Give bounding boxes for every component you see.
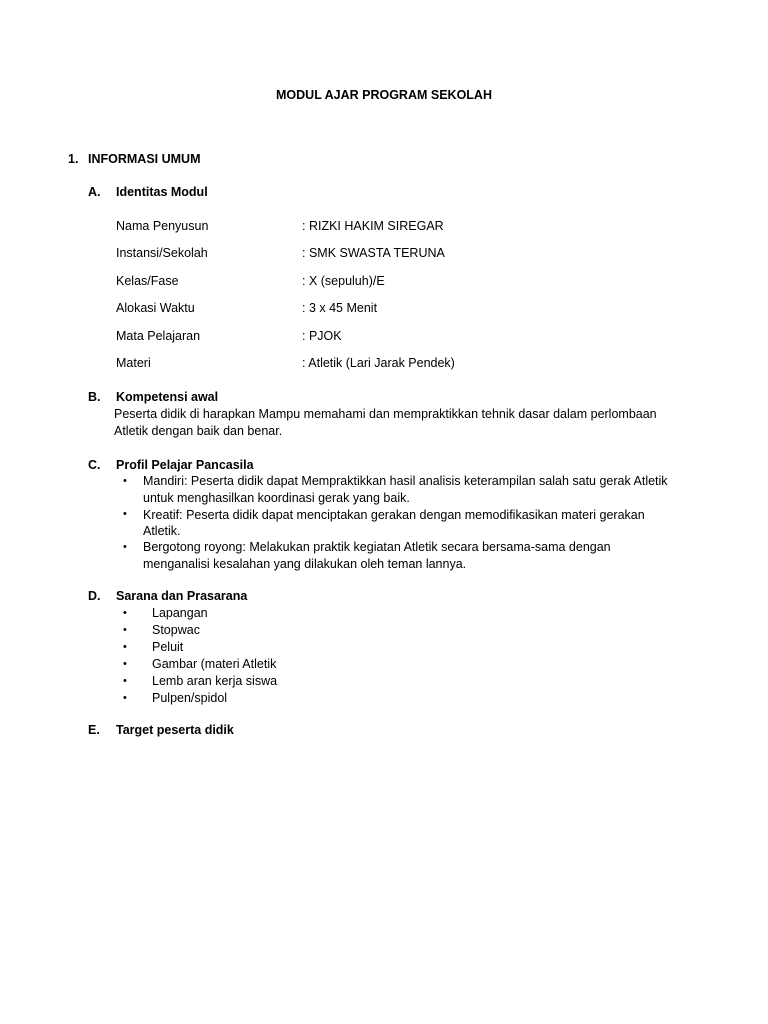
identity-value-nama-penyusun: : RIZKI HAKIM SIREGAR: [302, 219, 444, 233]
subsection-heading-profil-pelajar: Profil Pelajar Pancasila: [116, 458, 254, 472]
subsection-letter-a: A.: [88, 185, 101, 199]
sarana-item: Lapangan: [152, 606, 208, 620]
profil-item-kreatif-cont: Atletik.: [143, 524, 181, 538]
identity-label-mata-pelajaran: Mata Pelajaran: [116, 329, 201, 343]
identity-label-instansi: Instansi/Sekolah: [116, 246, 208, 260]
sarana-item: Pulpen/spidol: [152, 691, 228, 705]
subsection-letter-d: D.: [88, 589, 101, 603]
bullet-icon: •: [123, 641, 127, 653]
bullet-icon: •: [123, 508, 127, 520]
identity-label-nama-penyusun: Nama Penyusun: [116, 219, 209, 233]
profil-item-kreatif: Kreatif: Peserta didik dapat menciptakan gerakan dengan memodifikasikan materi gerakan: [143, 508, 645, 522]
identity-label-alokasi: Alokasi Waktu: [116, 301, 195, 315]
bullet-icon: •: [123, 475, 127, 487]
sarana-item: Lemb aran kerja siswa: [152, 674, 278, 688]
profil-item-mandiri-cont: untuk menghasilkan koordinasi gerak yang baik.: [143, 491, 410, 505]
identity-value-alokasi: : 3 x 45 Menit: [302, 301, 378, 315]
sarana-item: Peluit: [152, 640, 184, 654]
subsection-letter-e: E.: [88, 723, 100, 737]
kompetensi-text-line: Atletik dengan baik dan benar.: [114, 424, 283, 438]
bullet-icon: •: [123, 692, 127, 704]
section-heading-informasi-umum: INFORMASI UMUM: [88, 152, 201, 166]
kompetensi-text-line: Peserta didik di harapkan Mampu memahami dan mempraktikkan tehnik dasar dalam perlombaan: [114, 407, 657, 421]
identity-value-instansi: : SMK SWASTA TERUNA: [302, 246, 445, 260]
bullet-icon: •: [123, 675, 127, 687]
identity-value-kelas: : X (sepuluh)/E: [302, 274, 385, 288]
identity-label-kelas: Kelas/Fase: [116, 274, 179, 288]
sarana-item: Stopwac: [152, 623, 200, 637]
bullet-icon: •: [123, 658, 127, 670]
section-number: 1.: [68, 152, 79, 166]
identity-value-mata-pelajaran: : PJOK: [302, 329, 342, 343]
profil-item-gotong-royong-cont: menganalisi kesalahan yang dilakukan oleh teman lannya.: [143, 557, 467, 571]
subsection-heading-kompetensi-awal: Kompetensi awal: [116, 390, 219, 404]
subsection-heading-target: Target peserta didik: [116, 723, 234, 737]
subsection-heading-identitas-modul: Identitas Modul: [116, 185, 208, 199]
identity-label-materi: Materi: [116, 356, 151, 370]
sarana-item: Gambar (materi Atletik: [152, 657, 277, 671]
subsection-letter-c: C.: [88, 458, 101, 472]
subsection-letter-b: B.: [88, 390, 101, 404]
profil-item-gotong-royong: Bergotong royong: Melakukan praktik kegiatan Atletik secara bersama-sama dengan: [143, 540, 611, 554]
bullet-icon: •: [123, 541, 127, 553]
bullet-icon: •: [123, 624, 127, 636]
profil-item-mandiri: Mandiri: Peserta didik dapat Mempraktikkan hasil analisis keterampilan salah satu gerak Atletik: [143, 474, 668, 488]
subsection-heading-sarana: Sarana dan Prasarana: [116, 589, 248, 603]
bullet-icon: •: [123, 607, 127, 619]
document-title: MODUL AJAR PROGRAM SEKOLAH: [276, 88, 492, 102]
identity-value-materi: : Atletik (Lari Jarak Pendek): [302, 356, 455, 370]
